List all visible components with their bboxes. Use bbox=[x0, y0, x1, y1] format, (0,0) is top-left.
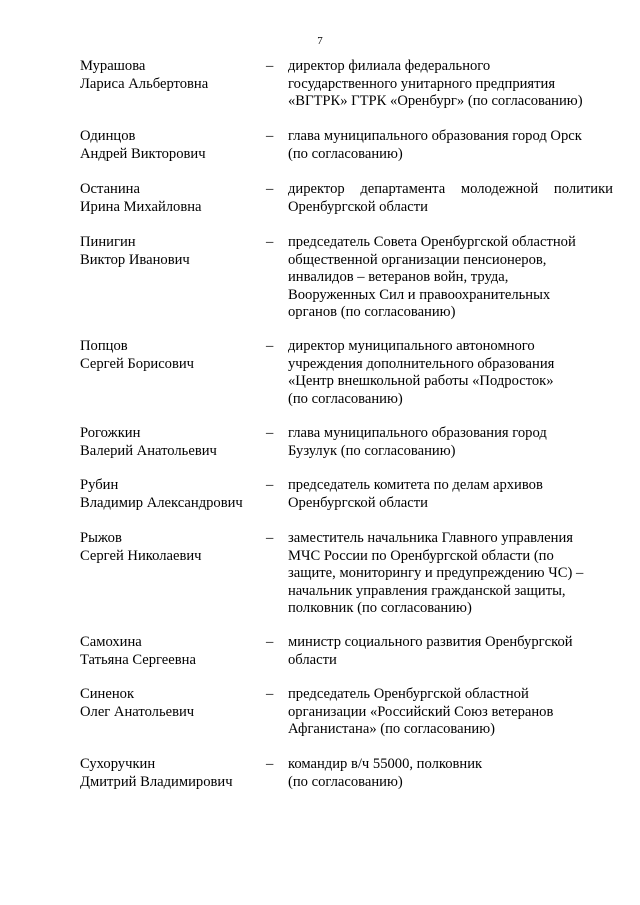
member-given-names: Татьяна Сергеевна bbox=[80, 651, 196, 668]
position-line: (по согласованию) bbox=[288, 390, 403, 407]
member-position bbox=[288, 686, 613, 739]
member-position bbox=[288, 477, 613, 512]
member-name bbox=[80, 234, 270, 269]
dash-separator: – bbox=[266, 58, 274, 74]
member-given-names: Виктор Иванович bbox=[80, 251, 190, 268]
member-surname: Синенок bbox=[80, 686, 135, 702]
member-given-names: Андрей Викторович bbox=[80, 145, 206, 162]
position-line: Афганистана» (по согласованию) bbox=[288, 721, 495, 738]
member-position bbox=[288, 530, 613, 618]
member-name bbox=[80, 425, 270, 460]
position-line: директор муниципального автономного bbox=[288, 338, 535, 354]
member-given-names: Лариса Альбертовна bbox=[80, 75, 209, 92]
member-name bbox=[80, 181, 270, 216]
dash-separator: – bbox=[266, 634, 274, 650]
position-line: глава муниципального образования город bbox=[288, 425, 547, 441]
member-position bbox=[288, 338, 613, 408]
position-line: министр социального развития Оренбургской bbox=[288, 634, 573, 650]
member-given-names: Владимир Александрович bbox=[80, 494, 243, 511]
dash-separator: – bbox=[266, 756, 274, 772]
member-surname: Останина bbox=[80, 181, 140, 197]
position-line: «Центр внешкольной работы «Подросток» bbox=[288, 373, 554, 390]
position-line: МЧС России по Оренбургской области (по bbox=[288, 547, 554, 564]
member-name bbox=[80, 530, 270, 565]
dash-separator: – bbox=[266, 425, 274, 441]
member-surname: Пинигин bbox=[80, 234, 136, 250]
member-name bbox=[80, 58, 270, 93]
position-line: защите, мониторингу и предупреждению ЧС) – bbox=[288, 565, 584, 582]
dash-separator: – bbox=[266, 338, 274, 354]
member-position bbox=[288, 181, 613, 216]
member-given-names: Валерий Анатольевич bbox=[80, 442, 217, 459]
member-position bbox=[288, 128, 613, 163]
position-line: командир в/ч 55000, полковник bbox=[288, 756, 483, 772]
member-surname: Одинцов bbox=[80, 128, 136, 144]
member-surname: Мурашова bbox=[80, 58, 146, 74]
position-line: государственного унитарного предприятия bbox=[288, 75, 556, 92]
position-line: полковник (по согласованию) bbox=[288, 600, 472, 617]
member-given-names: Сергей Борисович bbox=[80, 355, 195, 372]
position-line: организации «Российский Союз ветеранов bbox=[288, 703, 554, 720]
position-line: Бузулук (по согласованию) bbox=[288, 442, 456, 459]
position-line: председатель Совета Оренбургской областной bbox=[288, 234, 576, 250]
position-line: «ВГТРК» ГТРК «Оренбург» (по согласованию) bbox=[288, 93, 583, 110]
member-name bbox=[80, 686, 270, 721]
position-line: учреждения дополнительного образования bbox=[288, 355, 555, 372]
member-surname: Рубин bbox=[80, 477, 119, 493]
member-name bbox=[80, 756, 270, 791]
dash-separator: – bbox=[266, 128, 274, 144]
position-line: Оренбургской области bbox=[288, 198, 428, 215]
dash-separator: – bbox=[266, 234, 274, 250]
position-line: общественной организации пенсионеров, bbox=[288, 251, 547, 268]
member-surname: Рыжов bbox=[80, 530, 122, 546]
position-line: глава муниципального образования город Орск bbox=[288, 128, 582, 144]
member-name bbox=[80, 128, 270, 163]
position-line: (по согласованию) bbox=[288, 773, 403, 790]
member-given-names: Ирина Михайловна bbox=[80, 198, 202, 215]
position-line: директор департамента молодежной политики bbox=[288, 181, 613, 197]
position-line: директор филиала федерального bbox=[288, 58, 491, 74]
position-line: Оренбургской области bbox=[288, 494, 428, 511]
member-given-names: Олег Анатольевич bbox=[80, 703, 195, 720]
dash-separator: – bbox=[266, 477, 274, 493]
position-line: области bbox=[288, 651, 337, 668]
dash-separator: – bbox=[266, 686, 274, 702]
member-position bbox=[288, 756, 613, 791]
position-line: (по согласованию) bbox=[288, 145, 403, 162]
member-position bbox=[288, 634, 613, 669]
position-line: Вооруженных Сил и правоохранительных bbox=[288, 286, 551, 303]
member-name bbox=[80, 338, 270, 373]
position-line: председатель комитета по делам архивов bbox=[288, 477, 543, 493]
dash-separator: – bbox=[266, 530, 274, 546]
dash-separator: – bbox=[266, 181, 274, 197]
member-surname: Самохина bbox=[80, 634, 142, 650]
position-line: инвалидов – ветеранов войн, труда, bbox=[288, 269, 509, 286]
position-line: председатель Оренбургской областной bbox=[288, 686, 529, 702]
member-surname: Попцов bbox=[80, 338, 128, 354]
member-given-names: Сергей Николаевич bbox=[80, 547, 202, 564]
member-surname: Сухоручкин bbox=[80, 756, 156, 772]
member-surname: Рогожкин bbox=[80, 425, 141, 441]
member-name bbox=[80, 477, 270, 512]
member-given-names: Дмитрий Владимирович bbox=[80, 773, 233, 790]
member-position bbox=[288, 234, 613, 322]
position-line: заместитель начальника Главного управления bbox=[288, 530, 573, 546]
position-line: органов (по согласованию) bbox=[288, 304, 456, 321]
position-line: начальник управления гражданской защиты, bbox=[288, 582, 566, 599]
member-position bbox=[288, 425, 613, 460]
page-number: 7 bbox=[317, 35, 323, 47]
member-position bbox=[288, 58, 613, 111]
member-name bbox=[80, 634, 270, 669]
